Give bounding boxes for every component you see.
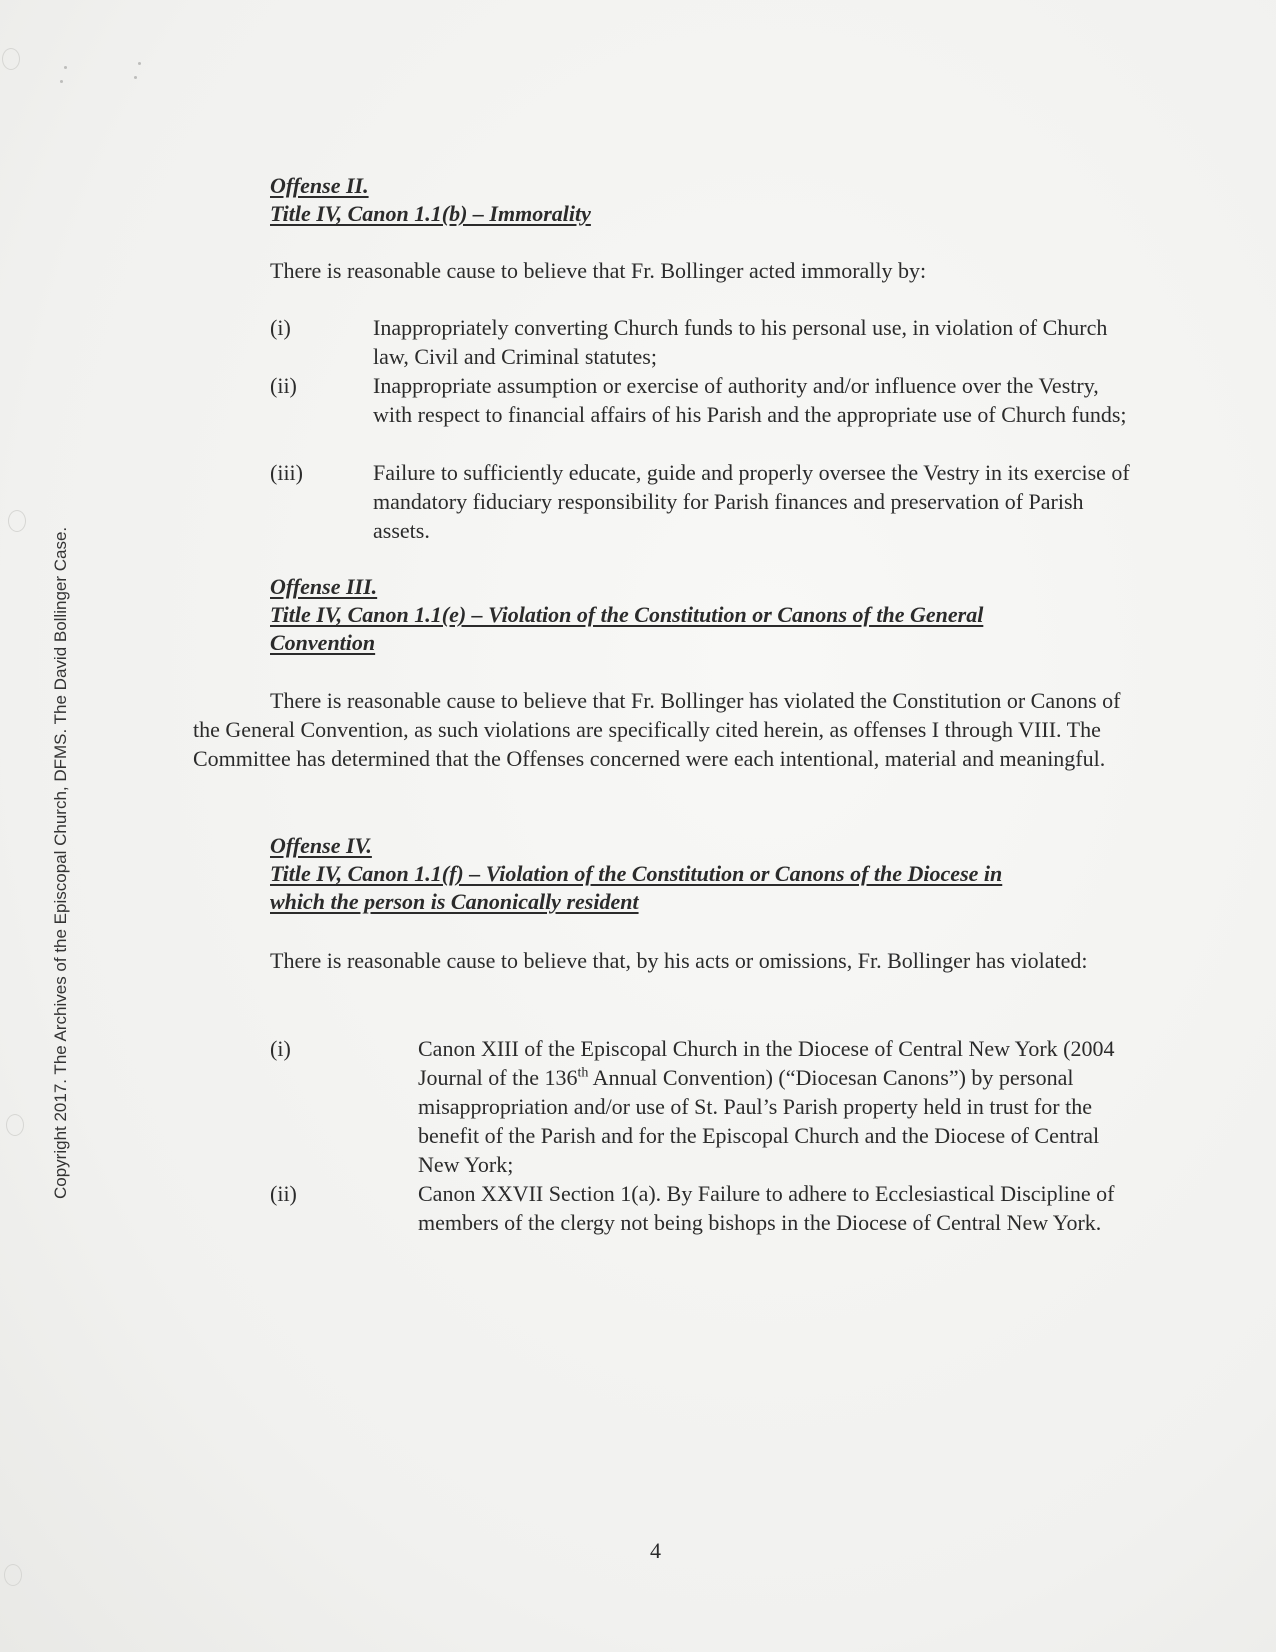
offense-4-subtitle-line-2: which the person is Canonically resident [270, 889, 639, 914]
speck-icon [138, 62, 141, 65]
offense-4-item-2-text: Canon XXVII Section 1(a). By Failure to adhere to Ecclesiastical Discipline of members of the clergy not being bishops in the Diocese of Central New York. [418, 1181, 1115, 1235]
offense-2-heading [270, 172, 591, 228]
offense-2-item-3-number: (iii) [270, 460, 303, 485]
offense-4-subtitle-line-1: Title IV, Canon 1.1(f) – Violation of the Constitution or Canons of the Diocese in [270, 861, 1003, 886]
punch-hole-icon [8, 510, 26, 532]
offense-2-intro: There is reasonable cause to believe that Fr. Bollinger acted immorally by: [270, 258, 927, 283]
offense-2-subtitle: Title IV, Canon 1.1(b) – Immorality [270, 201, 591, 226]
offense-2-title: Offense II. [270, 173, 369, 198]
offense-3-paragraph: There is reasonable cause to believe that Fr. Bollinger has violated the Constitution or Canons of the General Convention, as such violations are specifically cited herein, as offenses I through VIII. The Committee has determined that the Offenses concerned were each intentional, material and meaningful. [193, 688, 1121, 771]
offense-4-item-2-number: (ii) [270, 1181, 297, 1206]
offense-2-item-2-text: Inappropriate assumption or exercise of authority and/or influence over the Vestry, with respect to financial affairs of his Parish and the appropriate use of Church funds; [373, 373, 1127, 427]
offense-4-item-1-text-end: Annual Convention) (“Diocesan Canons”) by personal misappropriation and/or use of St. Paul’s Parish property held in trust for the benefit of the Parish and for the Episcopal Church and the Diocese of Central New York; [418, 1065, 1100, 1177]
ordinal-superscript: th [577, 1065, 589, 1081]
punch-hole-icon [6, 1114, 24, 1136]
offense-4-paragraph: There is reasonable cause to believe that, by his acts or omissions, Fr. Bollinger has violated: [270, 948, 1088, 973]
page-number: 4 [650, 1538, 661, 1563]
offense-2-item-1-number: (i) [270, 315, 291, 340]
offense-4-item-1-text [418, 1034, 1138, 1179]
speck-icon [134, 76, 137, 79]
offense-3-title: Offense III. [270, 574, 378, 599]
offense-4-item-1-number: (i) [270, 1036, 291, 1061]
offense-4-item-1-text-start: Canon XIII of the Episcopal Church in the Diocese of Central New York (2004 Journal of the 136 [418, 1036, 1115, 1090]
offense-3-heading [270, 573, 983, 657]
offense-2-item-2-number: (ii) [270, 373, 297, 398]
offense-2-item-1-text: Inappropriately converting Church funds to his personal use, in violation of Church law, Civil and Criminal statutes; [373, 315, 1108, 369]
punch-hole-icon [2, 48, 20, 70]
offense-4-title: Offense IV. [270, 833, 372, 858]
offense-3-subtitle-line-2: Convention [270, 630, 376, 655]
speck-icon [64, 66, 67, 69]
punch-hole-icon [4, 1564, 22, 1586]
copyright-watermark: Copyright 2017. The Archives of the Episcopal Church, DFMS. The David Bollinger Case. [51, 526, 70, 1199]
offense-3-subtitle-line-1: Title IV, Canon 1.1(e) – Violation of the Constitution or Canons of the General [270, 602, 984, 627]
offense-2-item-3-text: Failure to sufficiently educate, guide and properly oversee the Vestry in its exercise of mandatory fiduciary responsibility for Parish finances and preservation of Parish assets. [373, 460, 1130, 543]
offense-4-heading [270, 832, 1002, 916]
speck-icon [60, 80, 63, 83]
